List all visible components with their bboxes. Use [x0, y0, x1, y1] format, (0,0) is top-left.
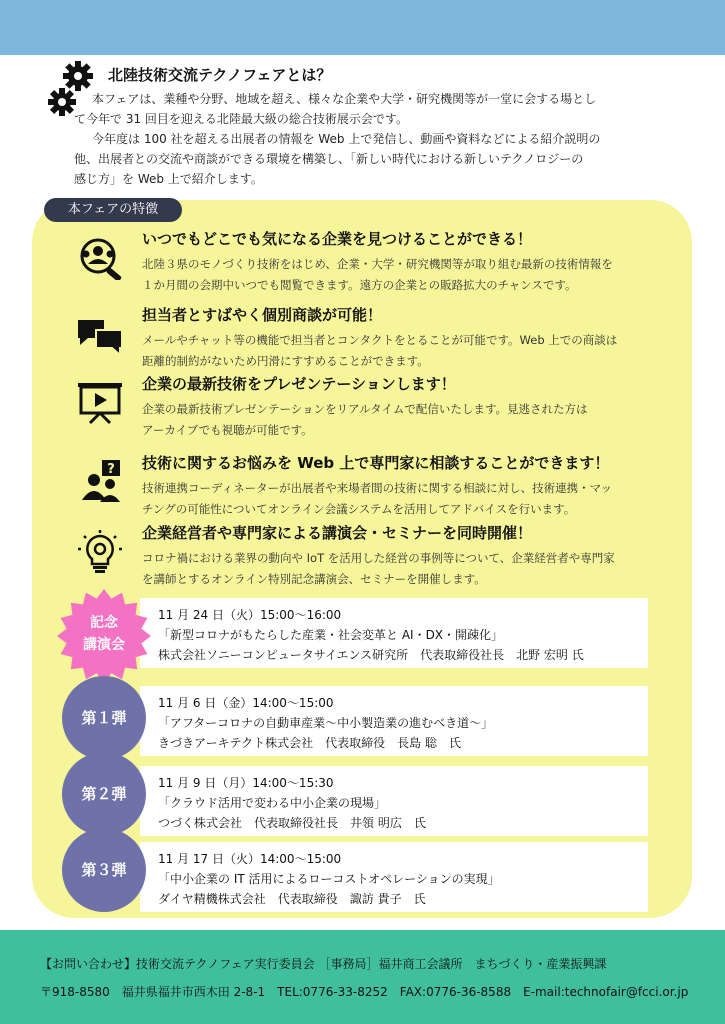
lecture-date: 11 月 6 日（金）14:00～15:00 [158, 696, 334, 710]
feature-title: いつでもどこでも気になる企業を見つけることができる！ [142, 230, 533, 248]
intro-line: 本フェアは、業種や分野、地域を超え、様々な企業や大学・研究機関等が一堂に会する場とし [92, 92, 597, 106]
feature-text: を講師とするオンライン特別記念講演会、セミナーを開催します。 [142, 572, 486, 586]
chat-bubbles-icon [72, 312, 128, 356]
intro-line: て今年で 31 回目を迎える北陸最大級の総合技術展示会です。 [74, 112, 408, 126]
intro-line: 感じ方」を Web 上で紹介します。 [74, 172, 263, 186]
lecture-date: 11 月 17 日（火）14:00～15:00 [158, 852, 342, 866]
feature-title: 技術に関するお悩みを Web 上で専門家に相談することができます！ [142, 454, 610, 472]
consultation-icon [72, 460, 128, 504]
lecture-card [140, 842, 648, 912]
lecture-speaker: 株式会社ソニーコンピュータサイエンス研究所 代表取締役社長 北野 宏明 氏 [158, 648, 584, 662]
feature-text: メールやチャット等の機能で担当者とコンタクトをとることが可能です。Web 上での商談は [142, 333, 618, 347]
intro-body [74, 89, 674, 189]
feature-text: アーカイブでも視聴が可能です。 [142, 423, 313, 437]
lecture-date: 11 月 24 日（火）15:00～16:00 [158, 608, 342, 622]
search-people-icon [72, 236, 128, 280]
lecture-theme: 「中小企業の IT 活用によるローコストオペレーションの実現」 [158, 872, 500, 886]
svg-text:?: ? [107, 462, 115, 477]
features-badge: 本フェアの特徴 [44, 198, 182, 222]
feature-text: 距離的制約がないため円滑にすすめることができます。 [142, 354, 429, 368]
lecture-card [140, 686, 648, 756]
badge-line: 記念 [90, 615, 118, 631]
lecture-theme: 「新型コロナがもたらした産業・社会変革と AI・DX・開疎化」 [158, 628, 504, 642]
lecture-date: 11 月 9 日（月）14:00～15:30 [158, 776, 334, 790]
presentation-screen-icon [72, 381, 128, 425]
intro-title: 北陸技術交流テクノフェアとは？ [108, 66, 332, 84]
lecture-badge: 第２弾 [62, 752, 146, 836]
lecture-theme: 「アフターコロナの自動車産業～中小製造業の進むべき道～」 [158, 716, 494, 730]
lecture-badge: 第１弾 [62, 676, 146, 760]
lecture-speaker: ダイヤ精機株式会社 代表取締役 諏訪 貴子 氏 [158, 892, 426, 906]
commemorative-badge-label [56, 612, 152, 656]
feature-title: 企業の最新技術をプレゼンテーションします！ [142, 375, 456, 393]
lecture-badge: 第３弾 [62, 828, 146, 912]
top-banner [0, 0, 725, 55]
lightbulb-gear-icon [72, 530, 128, 574]
feature-text: 技術連携コーディネーターが出展者や来場者間の技術に関する相談に対し、技術連携・マッ [142, 481, 613, 495]
lecture-theme: 「クラウド活用で変わる中小企業の現場」 [158, 796, 387, 810]
lecture-speaker: きづきアーキテクト株式会社 代表取締役 長島 聡 氏 [158, 736, 461, 750]
lecture-speaker: つづく株式会社 代表取締役社長 井領 明広 氏 [158, 816, 426, 830]
feature-text: 企業の最新技術プレゼンテーションをリアルタイムで配信いたします。見逃された方は [142, 402, 588, 416]
contact-footer [0, 930, 725, 1024]
feature-text: 北陸３県のモノづくり技術をはじめ、企業・大学・研究機関等が取り組む最新の技術情報を [142, 257, 613, 271]
feature-title: 担当者とすばやく個別商談が可能！ [142, 306, 383, 324]
feature-text: コロナ禍における業界の動向や IoT を活用した経営の事例等について、企業経営者や専門家 [142, 551, 615, 565]
lecture-card [140, 598, 648, 668]
lecture-card [140, 766, 648, 836]
badge-line: 講演会 [83, 637, 125, 653]
feature-title: 企業経営者や専門家による講演会・セミナーを同時開催！ [142, 524, 533, 542]
contact-line: 【お問い合わせ】技術交流テクノフェア実行委員会 ［事務局］福井商工会議所 まちづくり・産業振興課 [40, 957, 607, 971]
intro-line: 今年度は 100 社を超える出展者の情報を Web 上で発信し、動画や資料などによる紹介説明の [92, 132, 601, 146]
feature-text: チングの可能性についてオンライン会議システムを活用してアドバイスを行います。 [142, 502, 576, 516]
feature-text: １か月間の会期中いつでも閲覧できます。遠方の企業との販路拡大のチャンスです。 [142, 278, 577, 292]
contact-line: 〒918-8580 福井県福井市西木田 2-8-1 TEL:0776-33-8252 FAX:0776-36-8588 E-mail:technofair@fcci.or.jp [40, 985, 689, 999]
intro-line: 他、出展者との交流や商談ができる環境を構築し、「新しい時代における新しいテクノロジーの [74, 152, 584, 166]
